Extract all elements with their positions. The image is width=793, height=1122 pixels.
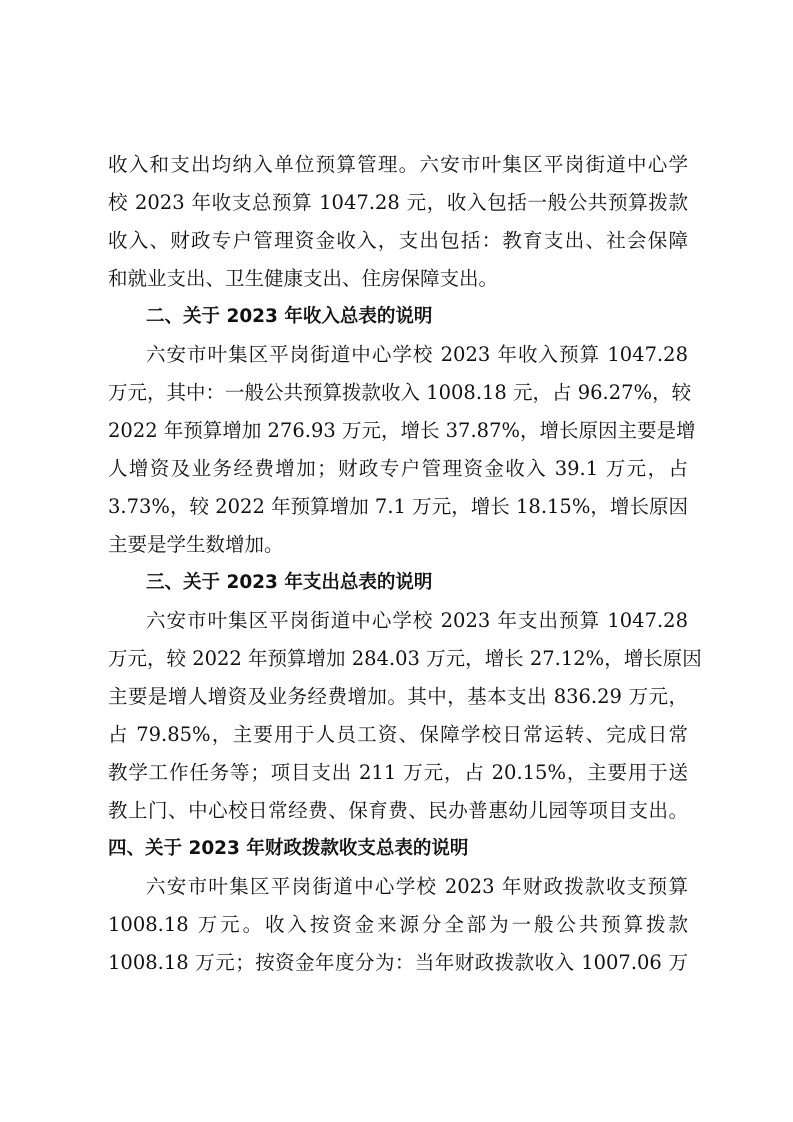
paragraph-line: 3.73%，较 2022 年预算增加 7.1 万元，增长 18.15%，增长原因 bbox=[108, 495, 688, 518]
section-heading: 三、关于 2023 年支出总表的说明 bbox=[146, 572, 433, 593]
paragraph-line: 占 79.85%，主要用于人员工资、保障学校日常运转、完成日常 bbox=[108, 723, 688, 746]
paragraph-line: 主要是学生数增加。 bbox=[108, 533, 284, 556]
paragraph-line: 主要是增人增资及业务经费增加。其中，基本支出 836.29 万元， bbox=[108, 685, 688, 708]
paragraph-line: 万元，较 2022 年预算增加 284.03 万元，增长 27.12%，增长原因 bbox=[108, 647, 702, 670]
paragraph-line: 六安市叶集区平岗街道中心学校 2023 年支出预算 1047.28 bbox=[146, 609, 688, 632]
paragraph-line: 六安市叶集区平岗街道中心学校 2023 年财政拨款收支预算 bbox=[146, 875, 688, 898]
paragraph-line: 和就业支出、卫生健康支出、住房保障支出。 bbox=[108, 267, 499, 290]
paragraph-line: 教学工作任务等；项目支出 211 万元，占 20.15%，主要用于送 bbox=[108, 761, 688, 784]
paragraph-line: 万元，其中：一般公共预算拨款收入 1008.18 元，占 96.27%，较 bbox=[108, 381, 692, 404]
paragraph-line: 1008.18 万元。收入按资金来源分全部为一般公共预算拨款 bbox=[108, 913, 688, 936]
paragraph-line: 2022 年预算增加 276.93 万元，增长 37.87%，增长原因主要是增 bbox=[108, 419, 696, 442]
paragraph-line: 收入和支出均纳入单位预算管理。六安市叶集区平岗街道中心学 bbox=[108, 153, 688, 176]
paragraph-line: 教上门、中心校日常经费、保育费、民办普惠幼儿园等项目支出。 bbox=[108, 799, 688, 822]
section-heading: 二、关于 2023 年收入总表的说明 bbox=[146, 306, 433, 327]
paragraph-line: 收入、财政专户管理资金收入，支出包括：教育支出、社会保障 bbox=[108, 229, 688, 252]
paragraph-line: 六安市叶集区平岗街道中心学校 2023 年收入预算 1047.28 bbox=[146, 343, 688, 366]
paragraph-line: 校 2023 年收支总预算 1047.28 元，收入包括一般公共预算拨款 bbox=[108, 191, 688, 214]
section-heading: 四、关于 2023 年财政拨款收支总表的说明 bbox=[108, 838, 469, 859]
paragraph-line: 1008.18 万元；按资金年度分为：当年财政拨款收入 1007.06 万 bbox=[108, 951, 688, 974]
paragraph-line: 人增资及业务经费增加；财政专户管理资金收入 39.1 万元，占 bbox=[108, 457, 688, 480]
